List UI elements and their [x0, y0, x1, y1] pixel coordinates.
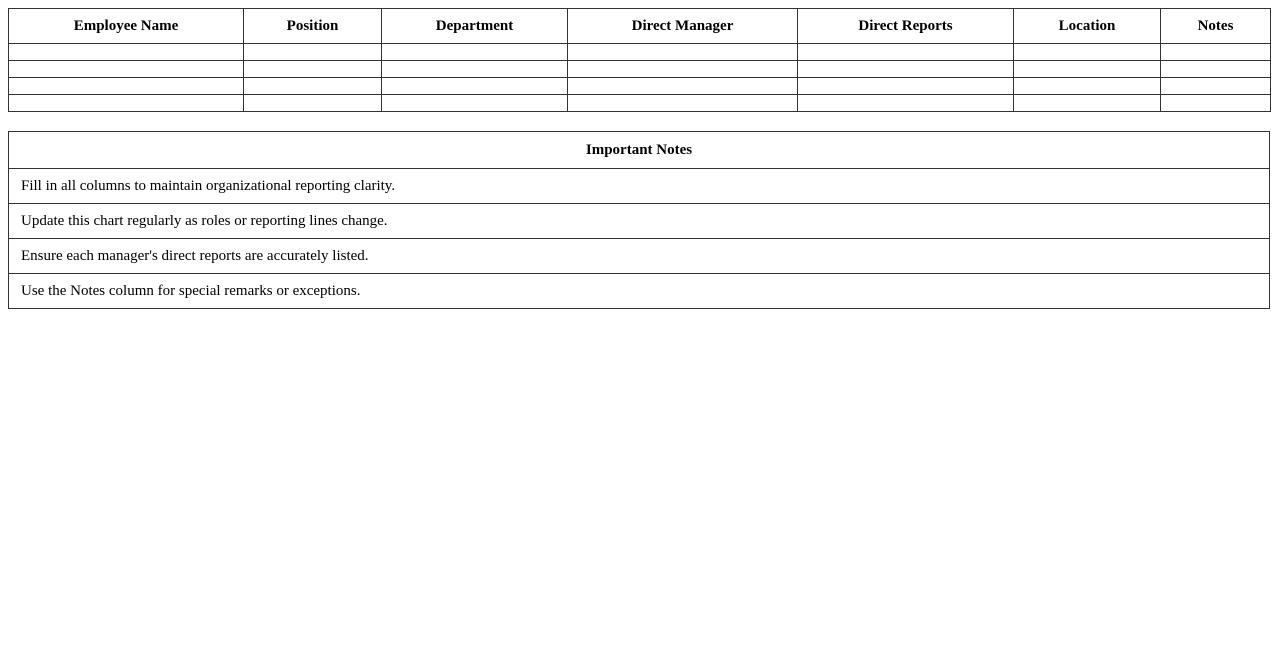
table-cell[interactable]: [9, 78, 244, 95]
table-cell[interactable]: [382, 78, 568, 95]
note-item: Ensure each manager's direct reports are accurately listed.: [9, 239, 1270, 274]
header-direct-reports: Direct Reports: [798, 9, 1014, 44]
table-cell[interactable]: [798, 78, 1014, 95]
table-cell[interactable]: [1161, 95, 1271, 112]
employee-table: [8, 8, 1271, 112]
header-direct-manager: Direct Manager: [568, 9, 798, 44]
header-row: [9, 9, 1271, 44]
table-cell[interactable]: [244, 61, 382, 78]
table-cell[interactable]: [1014, 61, 1161, 78]
table-cell[interactable]: [9, 95, 244, 112]
table-cell[interactable]: [244, 95, 382, 112]
table-cell[interactable]: [568, 78, 798, 95]
table-cell[interactable]: [568, 61, 798, 78]
table-cell[interactable]: [1161, 78, 1271, 95]
note-item: Fill in all columns to maintain organizational reporting clarity.: [9, 169, 1270, 204]
note-item: Use the Notes column for special remarks or exceptions.: [9, 274, 1270, 309]
table-cell[interactable]: [798, 61, 1014, 78]
table-cell[interactable]: [798, 95, 1014, 112]
note-item: Update this chart regularly as roles or reporting lines change.: [9, 204, 1270, 239]
header-employee-name: Employee Name: [9, 9, 244, 44]
header-notes: Notes: [1161, 9, 1271, 44]
header-location: Location: [1014, 9, 1161, 44]
table-cell[interactable]: [1014, 95, 1161, 112]
table-cell[interactable]: [244, 44, 382, 61]
notes-title: Important Notes: [9, 132, 1270, 169]
table-cell[interactable]: [9, 61, 244, 78]
table-cell[interactable]: [382, 44, 568, 61]
table-cell[interactable]: [1014, 44, 1161, 61]
table-cell[interactable]: [382, 61, 568, 78]
table-row: [9, 95, 1271, 112]
table-row: [9, 61, 1271, 78]
table-cell[interactable]: [1161, 44, 1271, 61]
table-cell[interactable]: [1014, 78, 1161, 95]
table-cell[interactable]: [1161, 61, 1271, 78]
table-row: [9, 78, 1271, 95]
table-cell[interactable]: [244, 78, 382, 95]
header-position: Position: [244, 9, 382, 44]
header-department: Department: [382, 9, 568, 44]
table-row: [9, 44, 1271, 61]
important-notes-table: [8, 131, 1270, 309]
table-cell[interactable]: [382, 95, 568, 112]
table-cell[interactable]: [9, 44, 244, 61]
table-cell[interactable]: [568, 44, 798, 61]
table-cell[interactable]: [568, 95, 798, 112]
table-cell[interactable]: [798, 44, 1014, 61]
